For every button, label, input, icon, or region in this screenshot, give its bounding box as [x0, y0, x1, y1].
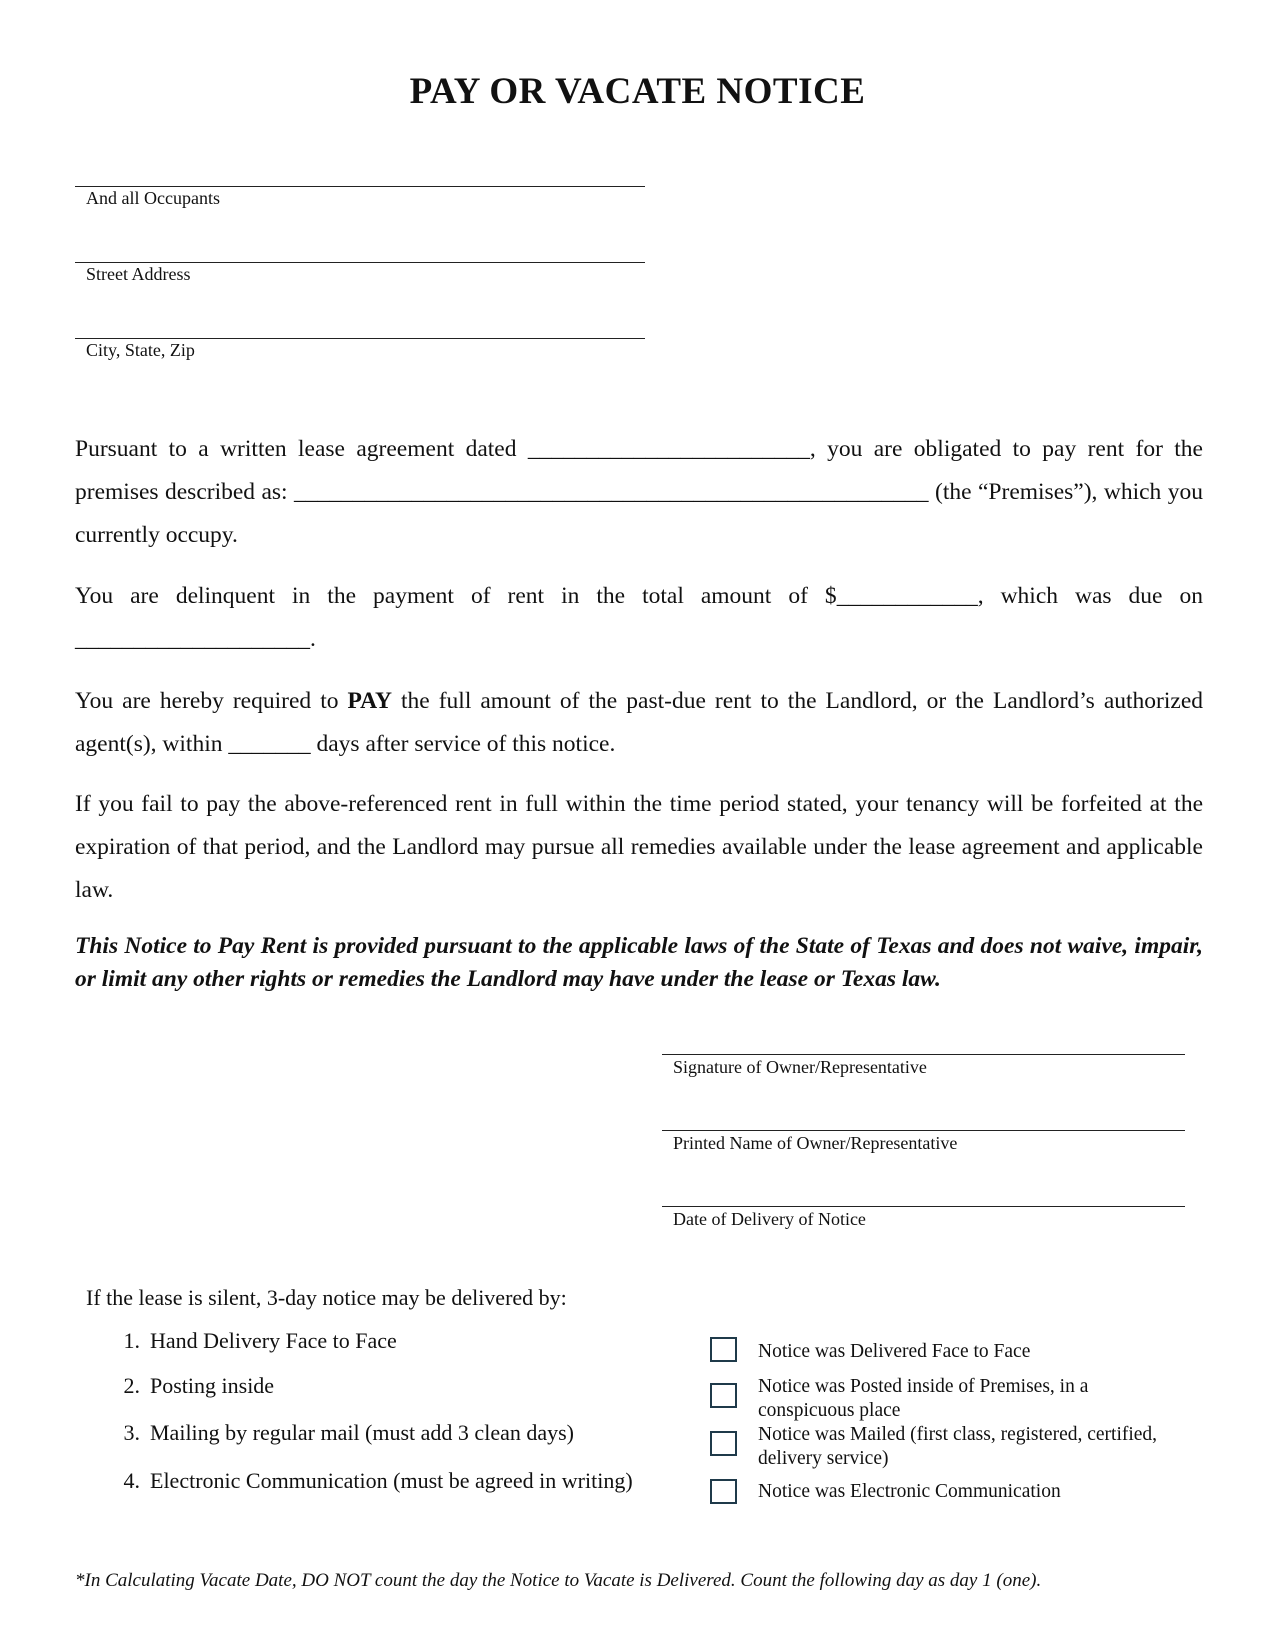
- delivered-face-to-face-checkbox[interactable]: [710, 1337, 737, 1362]
- city-state-zip-line[interactable]: [75, 338, 645, 339]
- list-item: [110, 1328, 670, 1356]
- texas-law-statement: This Notice to Pay Rent is provided pursuant to the applicable laws of the State of Texas and does not waive, impair, or limit any other rights or remedies the Landlord may have under the lease or Texas law.: [75, 933, 1203, 992]
- list-item-number: 4.: [123, 1468, 140, 1493]
- signature-line[interactable]: [662, 1054, 1185, 1055]
- delinquent-text-b: , which was due on: [977, 583, 1203, 609]
- signature-label: Signature of Owner/Representative: [673, 1057, 927, 1077]
- lease-text-b: , you are obligated to pay rent for the premises described as:: [75, 436, 1203, 505]
- list-item-number: 2.: [123, 1373, 140, 1398]
- page-title: PAY OR VACATE NOTICE: [409, 71, 866, 112]
- vacate-date-footnote: *In Calculating Vacate Date, DO NOT count the day the Notice to Vacate is Delivered. Count the following day as day 1 (one).: [75, 1570, 1042, 1591]
- street-address-label: Street Address: [86, 264, 191, 284]
- lease-text-a: Pursuant to a written lease agreement dated: [75, 436, 528, 462]
- forfeit-paragraph: If you fail to pay the above-referenced rent in full within the time period stated, your tenancy will be forfeited at the expiration of that period, and the Landlord may pursue all remedies available under the lease agreement and applicable law.: [75, 791, 1203, 903]
- delivery-intro: If the lease is silent, 3-day notice may be delivered by:: [86, 1285, 567, 1310]
- delinquent-text-c: .: [310, 626, 316, 652]
- list-item-text: Electronic Communication (must be agreed in writing): [150, 1468, 633, 1493]
- list-item: [110, 1468, 670, 1496]
- pay-paragraph: [75, 680, 1203, 766]
- delivered-face-to-face-label: Notice was Delivered Face to Face: [758, 1341, 1031, 1362]
- list-item: [110, 1420, 670, 1448]
- electronic-communication-checkbox[interactable]: [710, 1479, 737, 1504]
- list-item: [110, 1373, 670, 1401]
- occupants-label: And all Occupants: [86, 188, 220, 208]
- lease-paragraph: [75, 428, 1203, 557]
- delinquent-paragraph-line1: [75, 575, 1203, 618]
- amount-blank[interactable]: ____________: [836, 583, 978, 609]
- street-address-line[interactable]: [75, 262, 645, 263]
- premises-blank[interactable]: ______________________________________________________: [294, 479, 929, 505]
- list-item-text: Posting inside: [150, 1373, 275, 1398]
- pay-text-a: You are hereby required to: [75, 688, 348, 714]
- lease-date-blank[interactable]: ________________________: [527, 436, 810, 462]
- list-item-text: Mailing by regular mail (must add 3 clean days): [150, 1420, 574, 1445]
- pay-text-c: days after service of this notice.: [310, 731, 616, 757]
- mailed-label: Notice was Mailed (first class, registered, certified, delivery service): [758, 1424, 1158, 1469]
- printed-name-label: Printed Name of Owner/Representative: [673, 1133, 958, 1153]
- list-item-number: 3.: [123, 1420, 140, 1445]
- posted-inside-label: Notice was Posted inside of Premises, in a conspicuous place: [758, 1376, 1089, 1421]
- list-item-number: 1.: [123, 1328, 140, 1353]
- pay-bold-word: PAY: [347, 688, 392, 714]
- due-date-blank[interactable]: ____________________: [75, 626, 310, 652]
- electronic-communication-label: Notice was Electronic Communication: [758, 1481, 1061, 1502]
- posted-inside-checkbox[interactable]: [710, 1383, 737, 1408]
- occupants-line[interactable]: [75, 186, 645, 187]
- printed-name-line[interactable]: [662, 1130, 1185, 1131]
- delinquent-text-a: You are delinquent in the payment of rent in the total amount of $: [75, 583, 837, 609]
- delivery-date-label: Date of Delivery of Notice: [673, 1209, 866, 1229]
- mailed-checkbox[interactable]: [710, 1431, 737, 1456]
- lease-text-c: (the “Premises”), which you currently occupy.: [75, 479, 1203, 548]
- list-item-text: Hand Delivery Face to Face: [150, 1328, 397, 1353]
- days-blank[interactable]: _______: [228, 731, 311, 757]
- pay-text-b: the full amount of the past-due rent to the Landlord, or the Landlord’s authorized agent(s), within: [75, 688, 1204, 757]
- delinquent-paragraph-line2: [75, 618, 1203, 661]
- delivery-date-line[interactable]: [662, 1206, 1185, 1207]
- city-state-zip-label: City, State, Zip: [86, 340, 195, 360]
